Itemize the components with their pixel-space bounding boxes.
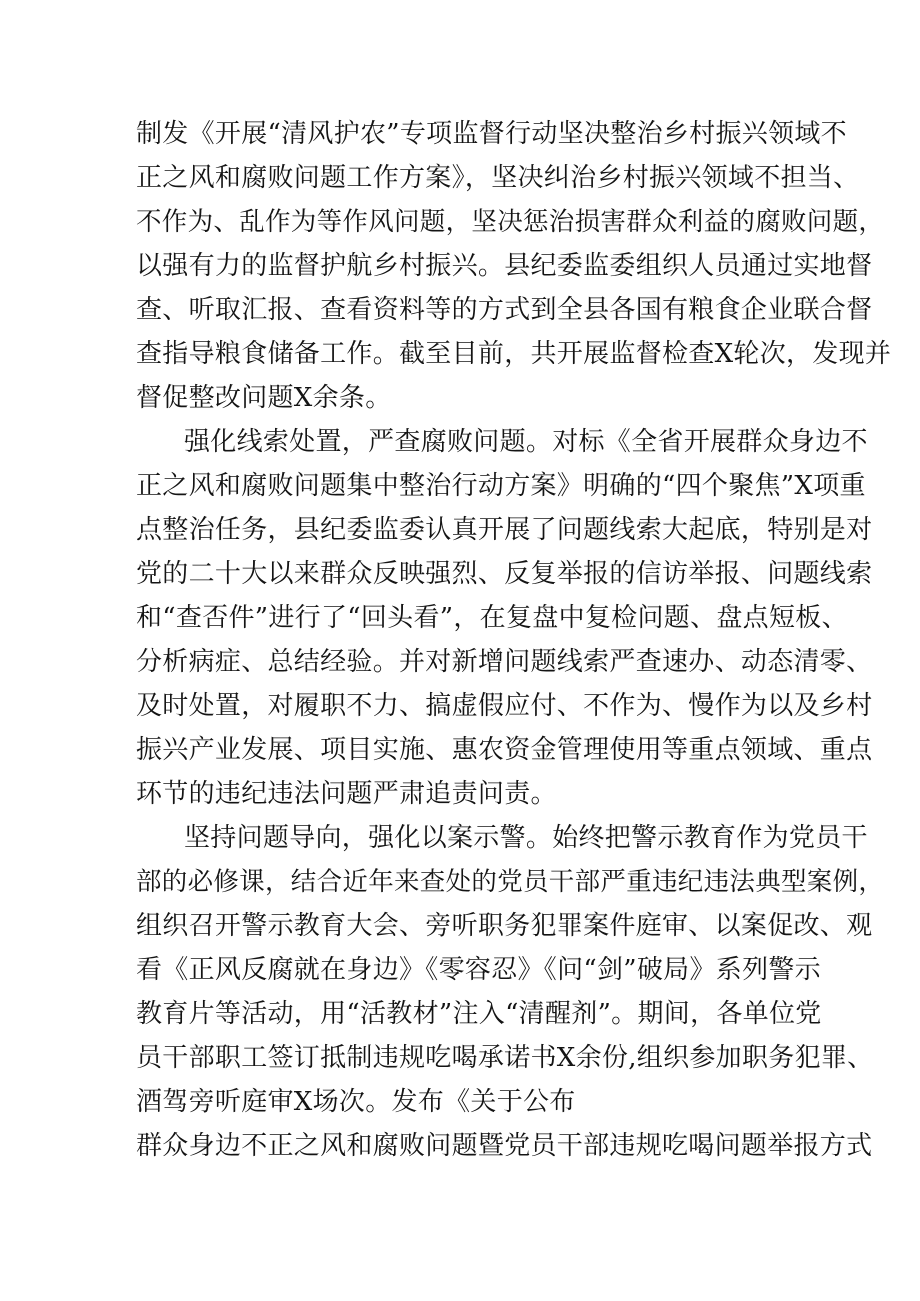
text-line: 环节的违纪违法问题严肃追责问责。 (136, 779, 557, 809)
text-line: 酒驾旁听庭审X场次。发布《关于公布 (136, 1087, 576, 1117)
text-line: 振兴产业发展、项目实施、惠农资金管理使用等重点领域、重点 (136, 735, 873, 765)
text-line: 以强有力的监督护航乡村振兴。县纪委监委组织人员通过实地督 (136, 251, 873, 281)
text-line: 正之风和腐败问题集中整治行动方案》明确的“四个聚焦”X项重 (136, 471, 866, 501)
text-line: 正之风和腐败问题工作方案》，坚决纠治乡村振兴领域不担当、 (136, 163, 860, 193)
text-line: 分析病症、总结经验。并对新增问题线索严查速办、动态清零、 (136, 647, 873, 677)
text-line: 及时处置，对履职不力、搞虚假应付、不作为、慢作为以及乡村 (136, 691, 873, 721)
text-line: 员干部职工签订抵制违规吃喝承诺书X余份,组织参加职务犯罪、 (136, 1043, 874, 1073)
text-line: 不作为、乱作为等作风问题，坚决惩治损害群众利益的腐败问题， (136, 207, 885, 237)
paragraph-heading: 坚持问题导向，强化以案示警。始终把警示教育作为党员干 (184, 823, 868, 853)
text-line: 督促整改问题X余条。 (136, 383, 392, 413)
text-line: 和“查否件”进行了“回头看”，在复盘中复检问题、盘点短板、 (136, 603, 848, 633)
text-line: 党的二十大以来群众反映强烈、反复举报的信访举报、问题线索 (136, 559, 873, 589)
text-line: 查指导粮食储备工作。截至目前，共开展监督检查X轮次，发现并 (136, 339, 892, 369)
text-line: 点整治任务，县纪委监委认真开展了问题线索大起底，特别是对 (136, 515, 873, 545)
text-line: 组织召开警示教育大会、旁听职务犯罪案件庭审、以案促改、观 (136, 911, 873, 941)
paragraph-heading: 强化线索处置，严查腐败问题。对标《全省开展群众身边不 (184, 427, 868, 457)
text-line: 部的必修课，结合近年来查处的党员干部严重违纪违法典型案例， (136, 867, 885, 897)
text-line: 制发《开展“清风护农”专项监督行动坚决整治乡村振兴领域不 (136, 119, 847, 149)
text-line: 看《正风反腐就在身边》《零容忍》《问“剑”破局》系列警示 (136, 955, 821, 985)
text-line: 群众身边不正之风和腐败问题暨党员干部违规吃喝问题举报方式 (136, 1131, 873, 1161)
text-line: 查、听取汇报、查看资料等的方式到全县各国有粮食企业联合督 (136, 295, 873, 325)
text-line: 教育片等活动，用“活教材”注入“清醒剂”。期间，各单位党 (136, 999, 822, 1029)
